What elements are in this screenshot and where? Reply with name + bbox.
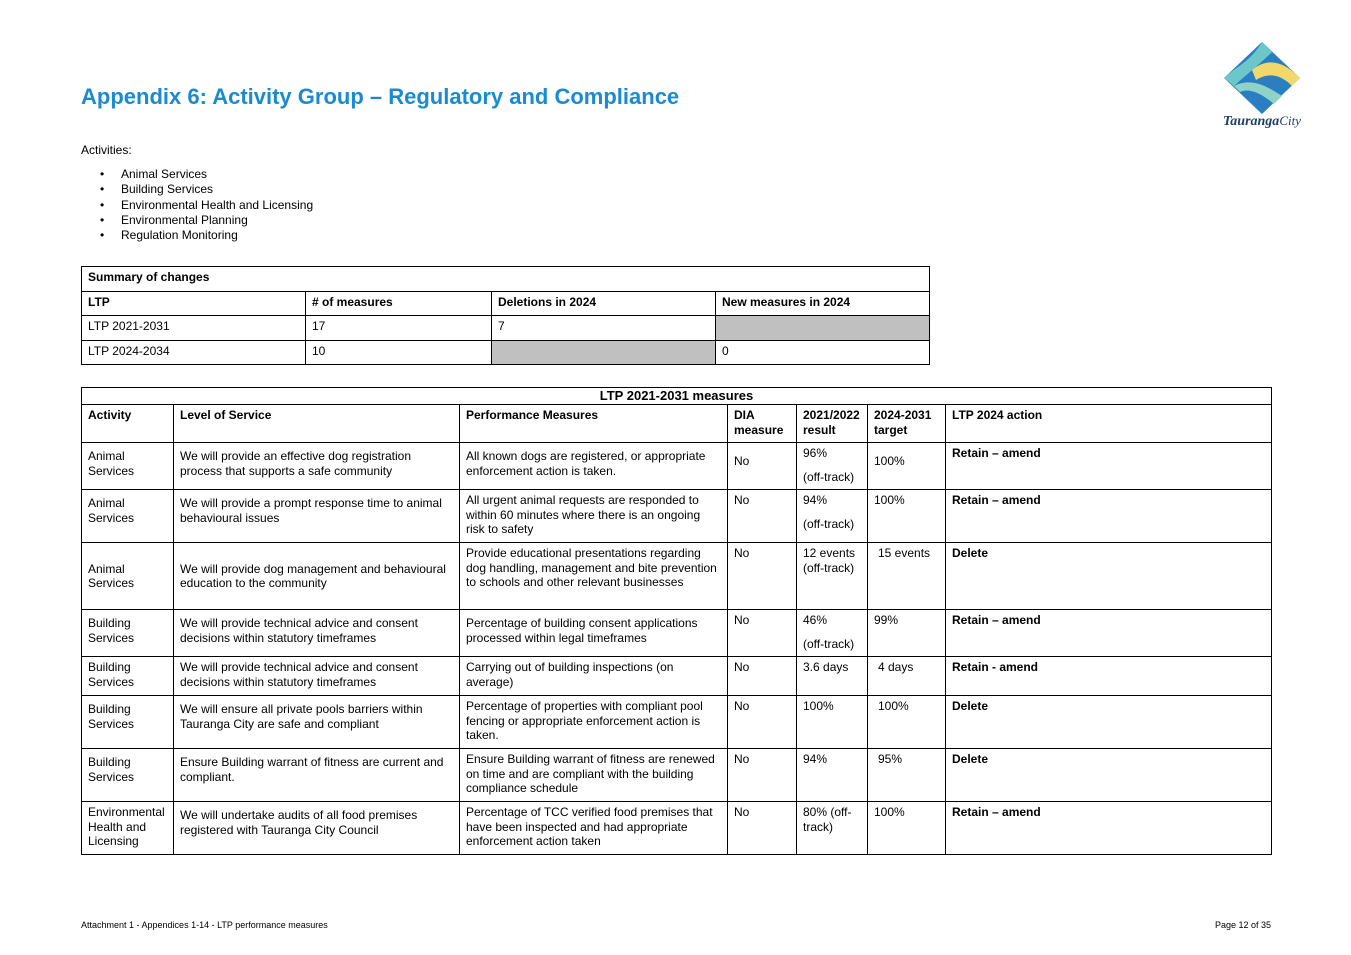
activity-cell: Environmental Health and Licensing	[82, 802, 174, 855]
table-cell-empty	[716, 316, 930, 341]
tauranga-city-logo	[1212, 40, 1312, 132]
table-cell: LTP 2024-2034	[82, 340, 306, 365]
result-cell: 46% (off-track)	[797, 610, 868, 657]
target-cell: 100%	[868, 802, 946, 855]
column-header: Deletions in 2024	[492, 291, 716, 316]
result-cell: 3.6 days	[797, 657, 868, 696]
target-cell: 100%	[868, 490, 946, 543]
column-header: 2024-2031 target	[868, 405, 946, 443]
activity-cell: Building Services	[82, 657, 174, 696]
performance-measure-cell: Percentage of properties with compliant pool fencing or appropriate enforcement action is taken.	[460, 696, 728, 749]
dia-cell: No	[728, 696, 797, 749]
result-cell: 12 events (off-track)	[797, 543, 868, 610]
action-cell: Delete	[946, 749, 1272, 802]
list-item: • Building Services	[100, 182, 313, 197]
table-row	[82, 340, 930, 365]
column-header: New measures in 2024	[716, 291, 930, 316]
dia-cell: No	[728, 443, 797, 490]
dia-cell: No	[728, 749, 797, 802]
level-of-service-cell: We will provide technical advice and consent decisions within statutory timeframes	[174, 657, 460, 696]
action-cell: Retain – amend	[946, 443, 1272, 490]
performance-measure-cell: All urgent animal requests are responded to within 60 minutes where there is an ongoing risk to safety	[460, 490, 728, 543]
table-cell: 0	[716, 340, 930, 365]
result-cell: 94% (off-track)	[797, 490, 868, 543]
table-header-row	[82, 405, 1272, 443]
column-header: LTP 2024 action	[946, 405, 1272, 443]
table-cell-empty	[492, 340, 716, 365]
column-header: Activity	[82, 405, 174, 443]
level-of-service-cell: We will provide a prompt response time to animal behavioural issues	[174, 490, 460, 543]
table-cell: 7	[492, 316, 716, 341]
performance-measure-cell: All known dogs are registered, or appropriate enforcement action is taken.	[460, 443, 728, 490]
dia-cell: No	[728, 543, 797, 610]
table-row	[82, 749, 1272, 802]
activity-cell: Building Services	[82, 696, 174, 749]
level-of-service-cell: We will ensure all private pools barriers within Tauranga City are safe and compliant	[174, 696, 460, 749]
result-cell: 100%	[797, 696, 868, 749]
table-row	[82, 443, 1272, 490]
level-of-service-cell: We will provide dog management and behavioural education to the community	[174, 543, 460, 610]
activities-list	[100, 167, 313, 243]
column-header: 2021/2022 result	[797, 405, 868, 443]
action-cell: Retain - amend	[946, 657, 1272, 696]
logo-wordmark: TaurangaCity	[1223, 113, 1301, 129]
activity-cell: Animal Services	[82, 443, 174, 490]
activities-label: Activities:	[81, 143, 132, 157]
footer-attachment-label: Attachment 1 - Appendices 1-14 - LTP performance measures	[81, 920, 328, 930]
dia-cell: No	[728, 610, 797, 657]
performance-measure-cell: Percentage of building consent applications processed within legal timeframes	[460, 610, 728, 657]
list-item: • Environmental Planning	[100, 213, 313, 228]
column-header: DIA measure	[728, 405, 797, 443]
table-row	[82, 490, 1272, 543]
target-cell: 100%	[868, 696, 946, 749]
performance-measure-cell: Provide educational presentations regarding dog handling, management and bite prevention to schools and other relevant businesses	[460, 543, 728, 610]
performance-measure-cell: Percentage of TCC verified food premises that have been inspected and had appropriate enforcement action taken	[460, 802, 728, 855]
target-cell: 100%	[868, 443, 946, 490]
performance-measure-cell: Carrying out of building inspections (on average)	[460, 657, 728, 696]
column-header: LTP	[82, 291, 306, 316]
target-cell: 4 days	[868, 657, 946, 696]
performance-measure-cell: Ensure Building warrant of fitness are renewed on time and are compliant with the building compliance schedule	[460, 749, 728, 802]
column-header: Level of Service	[174, 405, 460, 443]
table-row	[82, 316, 930, 341]
table-cell: 10	[306, 340, 492, 365]
activity-cell: Building Services	[82, 610, 174, 657]
list-item: • Regulation Monitoring	[100, 228, 313, 243]
activity-cell: Animal Services	[82, 543, 174, 610]
table-cell: LTP 2021-2031	[82, 316, 306, 341]
action-cell: Delete	[946, 543, 1272, 610]
target-cell: 95%	[868, 749, 946, 802]
result-cell: 94%	[797, 749, 868, 802]
footer-page-number: Page 12 of 35	[1214, 920, 1271, 930]
table-header-row	[82, 291, 930, 316]
table-row	[82, 543, 1272, 610]
summary-table	[81, 266, 930, 365]
table-cell: 17	[306, 316, 492, 341]
measures-table	[81, 387, 1272, 855]
level-of-service-cell: We will provide an effective dog registration process that supports a safe community	[174, 443, 460, 490]
list-item: • Animal Services	[100, 167, 313, 182]
dia-cell: No	[728, 490, 797, 543]
table-row	[82, 610, 1272, 657]
dia-cell: No	[728, 657, 797, 696]
level-of-service-cell: Ensure Building warrant of fitness are current and compliant.	[174, 749, 460, 802]
table-row	[82, 802, 1272, 855]
result-cell: 96% (off-track)	[797, 443, 868, 490]
summary-title: Summary of changes	[82, 267, 930, 292]
page-title: Appendix 6: Activity Group – Regulatory and Compliance	[81, 84, 680, 109]
column-header: Performance Measures	[460, 405, 728, 443]
action-cell: Retain – amend	[946, 490, 1272, 543]
action-cell: Retain – amend	[946, 610, 1272, 657]
activity-cell: Animal Services	[82, 490, 174, 543]
table-row	[82, 657, 1272, 696]
target-cell: 99%	[868, 610, 946, 657]
measures-caption: LTP 2021-2031 measures	[82, 388, 1272, 405]
level-of-service-cell: We will undertake audits of all food premises registered with Tauranga City Council	[174, 802, 460, 855]
logo-diamond-icon	[1212, 40, 1312, 114]
result-cell: 80% (off-track)	[797, 802, 868, 855]
table-row	[82, 696, 1272, 749]
target-cell: 15 events	[868, 543, 946, 610]
action-cell: Delete	[946, 696, 1272, 749]
dia-cell: No	[728, 802, 797, 855]
level-of-service-cell: We will provide technical advice and consent decisions within statutory timeframes	[174, 610, 460, 657]
activity-cell: Building Services	[82, 749, 174, 802]
list-item: • Environmental Health and Licensing	[100, 198, 313, 213]
column-header: # of measures	[306, 291, 492, 316]
action-cell: Retain – amend	[946, 802, 1272, 855]
